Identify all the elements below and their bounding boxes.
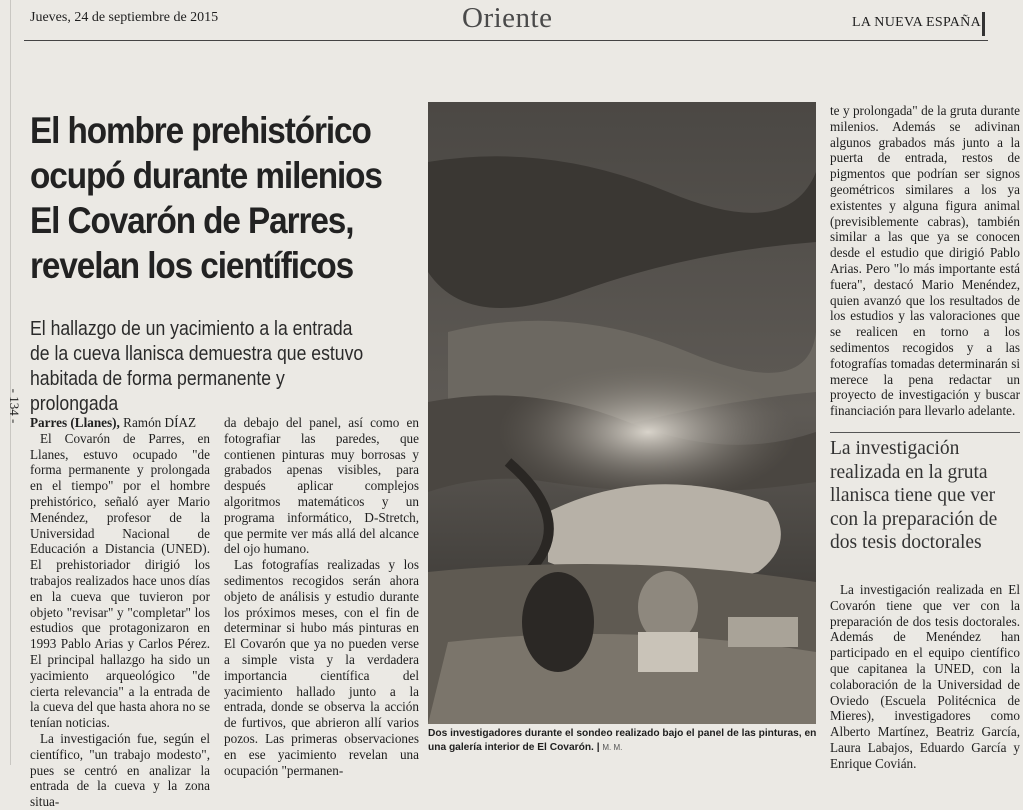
paragraph: La investigación fue, según el científico, "un trabajo modesto", pues se centró en analizar la entrada de la cueva y la zona situa- bbox=[30, 730, 210, 810]
byline-author: Ramón DÍAZ bbox=[123, 415, 197, 430]
section-title: Oriente bbox=[462, 2, 553, 34]
photo-caption: Dos investigadores durante el sondeo realizado bajo el panel de las pinturas, en una galería interior de El Covarón. | M. M. bbox=[428, 728, 817, 753]
article-column-3 bbox=[830, 103, 1020, 419]
paragraph: El Covarón de Parres, en Llanes, estuvo ocupado "de forma permanente y prolongada en el tiempo" por el hombre prehistórico, señaló ayer Mario Menéndez, profesor de la Universidad Nacional de Educación a Distancia (UNED). El prehistoriador dirigió los trabajos realizados hace unos días en la cueva que tuvieron por objeto "revisar" y "completar" los estudios que protagonizaron en 1993 Pablo Arias y Carlos Pérez. El principal hallazgo ha sido un yacimiento arqueológico "de cierta relevancia" a la entrada de la cueva del que hasta ahora no se tenían noticias. bbox=[30, 430, 210, 731]
byline-place: Parres (Llanes), bbox=[30, 415, 120, 430]
article-column-3-continued bbox=[830, 582, 1020, 772]
cave-photo bbox=[428, 102, 816, 724]
page-number: - 134 - bbox=[7, 388, 22, 424]
paragraph: te y prolongada" de la gruta durante milenios. Además se adivinan algunos grabados más junto a la puerta de entrada, restos de pigmentos que podrían ser signos geométricos similares a los ya existentes y alguna figura animal (previsiblemente cabras), también similar a las que ya se conocen desde el estudio que dirigió Pablo Arias. Pero "lo más importante está fuera", destacó Mario Menéndez, quien avanzó que los resultados de los estudios y las valoraciones que se realicen en torno a los sedimentos recogidos y a las fotografías tomadas determinarán si merece la pena redactar un proyecto de investigación y buscar financiación para llevarlo adelante. bbox=[830, 103, 1020, 419]
caption-text: Dos investigadores durante el sondeo realizado bajo el panel de las pinturas, en una galería interior de El Covarón. bbox=[428, 728, 817, 753]
header-rule bbox=[24, 40, 988, 41]
headline: El hombre prehistórico ocupó durante milenios El Covarón de Parres, revelan los científicos bbox=[30, 110, 382, 286]
header-bar bbox=[982, 12, 985, 36]
article-column-2 bbox=[224, 415, 419, 778]
pullquote-rule bbox=[830, 432, 1020, 433]
cave-photo-illustration bbox=[428, 102, 816, 724]
paragraph: Las fotografías realizadas y los sedimentos recogidos serán ahora objeto de análisis y estudio durante los próximos meses, con el fin de determinar si hubo más pinturas en El Covarón que ya no pueden verse a simple vista y la verdadera importancia científica del yacimiento hallado junto a la entrada, donde se observa la acción de furtivos, que abrieron allí varios pozos. Las primeras observaciones en ese yacimiento revelan una ocupación "permanen- bbox=[224, 557, 419, 778]
paragraph: da debajo del panel, así como en fotografiar las paredes, que contienen pinturas muy borrosas y grabados apenas visibles, para después aplicar complejos algoritmos matemáticos y un programa informático, D-Stretch, que permite ver más allá del alcance del ojo humano. bbox=[224, 415, 419, 557]
newspaper-name: LA NUEVA ESPAÑA bbox=[852, 15, 981, 30]
byline bbox=[30, 415, 210, 431]
article-column-1 bbox=[30, 415, 210, 810]
pullquote: La investigación realizada en la gruta llanisca tiene que ver con la preparación de dos tesis doctorales bbox=[830, 438, 998, 553]
header-date: Jueves, 24 de septiembre de 2015 bbox=[30, 10, 219, 25]
paragraph: La investigación realizada en El Covarón tiene que ver con la preparación de dos tesis doctorales. Además de Menéndez han participado en el equipo científico que capitanea la UNED, con la colaboración de la Universidad de Oviedo (Escuela Politécnica de Mieres), investigadores como Alberto Martínez, Beatriz García, Laura Labajos, Eduardo García y Enrique Covián. bbox=[830, 582, 1020, 771]
subheadline: El hallazgo de un yacimiento a la entrada de la cueva llanisca demuestra que estuvo habitada de forma permanente y prolongada bbox=[30, 317, 364, 415]
photo-credit: M. M. bbox=[602, 742, 623, 752]
page-edge bbox=[10, 0, 11, 765]
